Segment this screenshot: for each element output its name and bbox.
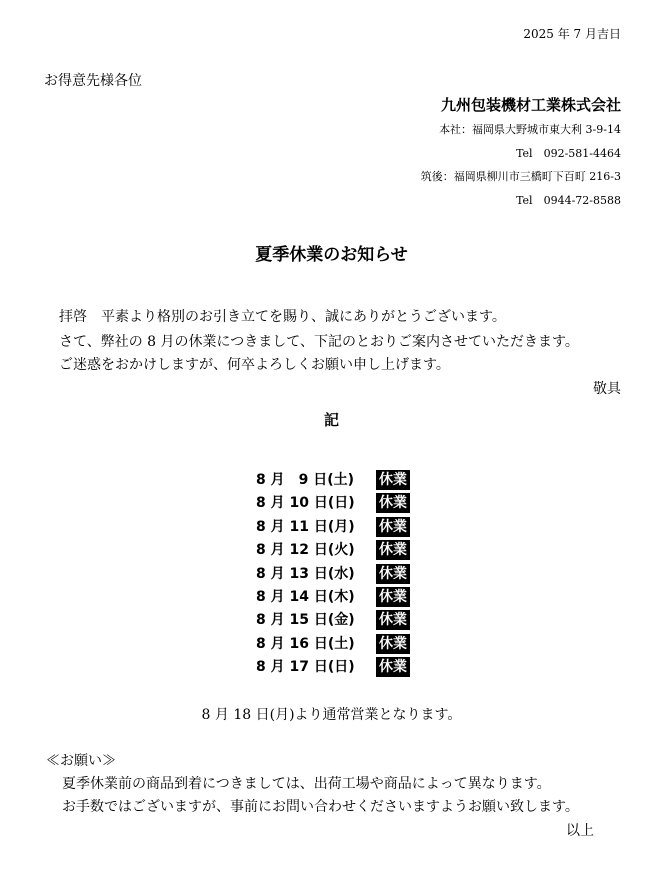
chikugo-tel: Tel 0944-72-8588 bbox=[516, 194, 621, 207]
closed-badge: 休業 bbox=[376, 540, 410, 560]
schedule-date: 8 月 11 日(月) bbox=[256, 518, 355, 535]
closed-badge: 休業 bbox=[376, 564, 410, 584]
closed-badge: 休業 bbox=[376, 634, 410, 654]
schedule-date: 8 月 9 日(土) bbox=[256, 472, 355, 488]
resume-notice: 8 月 18 日(月)より通常営業となります。 bbox=[201, 707, 462, 723]
closed-badge: 休業 bbox=[376, 470, 410, 490]
ki-heading: 記 bbox=[323, 411, 339, 429]
schedule-date: 8 月 10 日(日) bbox=[256, 495, 355, 512]
schedule-date: 8 月 16 日(土) bbox=[256, 635, 355, 652]
closed-badge: 休業 bbox=[376, 587, 410, 607]
greeting-line: 拝啓 平素より格別のお引き立てを賜り、誠にありがとうございます。 bbox=[59, 309, 506, 325]
recipient: お得意先様各位 bbox=[44, 73, 142, 89]
closed-badge: 休業 bbox=[376, 493, 410, 513]
document-date: 2025 年 7 月吉日 bbox=[523, 27, 621, 41]
schedule-date: 8 月 13 日(水) bbox=[256, 565, 355, 582]
head-office-address: 本社：福岡県大野城市東大利 3-9-14 bbox=[439, 123, 621, 136]
closed-badge: 休業 bbox=[376, 610, 410, 630]
head-office-tel: Tel 092-581-4464 bbox=[516, 147, 621, 160]
company-name: 九州包装機材工業株式会社 bbox=[440, 96, 621, 114]
closed-badge: 休業 bbox=[376, 657, 410, 677]
schedule-date: 8 月 12 日(火) bbox=[256, 542, 355, 559]
announcement-line: さて、弊社の 8 月の休業につきまして、下記のとおりご案内させていただきます。 bbox=[59, 334, 579, 350]
closed-badge: 休業 bbox=[376, 517, 410, 537]
schedule-date: 8 月 17 日(日) bbox=[256, 659, 355, 676]
schedule-date: 8 月 15 日(金) bbox=[256, 612, 355, 629]
apology-line: ご迷惑をおかけしますが、何卒よろしくお願い申し上げます。 bbox=[59, 357, 450, 373]
closing-word: 敬具 bbox=[593, 381, 621, 397]
schedule-date: 8 月 14 日(木) bbox=[256, 589, 355, 605]
end-mark: 以上 bbox=[566, 823, 594, 839]
request-line-1: 夏季休業前の商品到着につきましては、出荷工場や商品によって異なります。 bbox=[62, 776, 551, 792]
notice-title: 夏季休業のお知らせ bbox=[255, 245, 408, 265]
request-line-2: お手数ではございますが、事前にお問い合わせくださいますようお願い致します。 bbox=[62, 799, 579, 815]
chikugo-address: 筑後：福岡県柳川市三橋町下百町 216-3 bbox=[420, 170, 621, 183]
request-heading: ≪お願い≫ bbox=[46, 753, 116, 769]
